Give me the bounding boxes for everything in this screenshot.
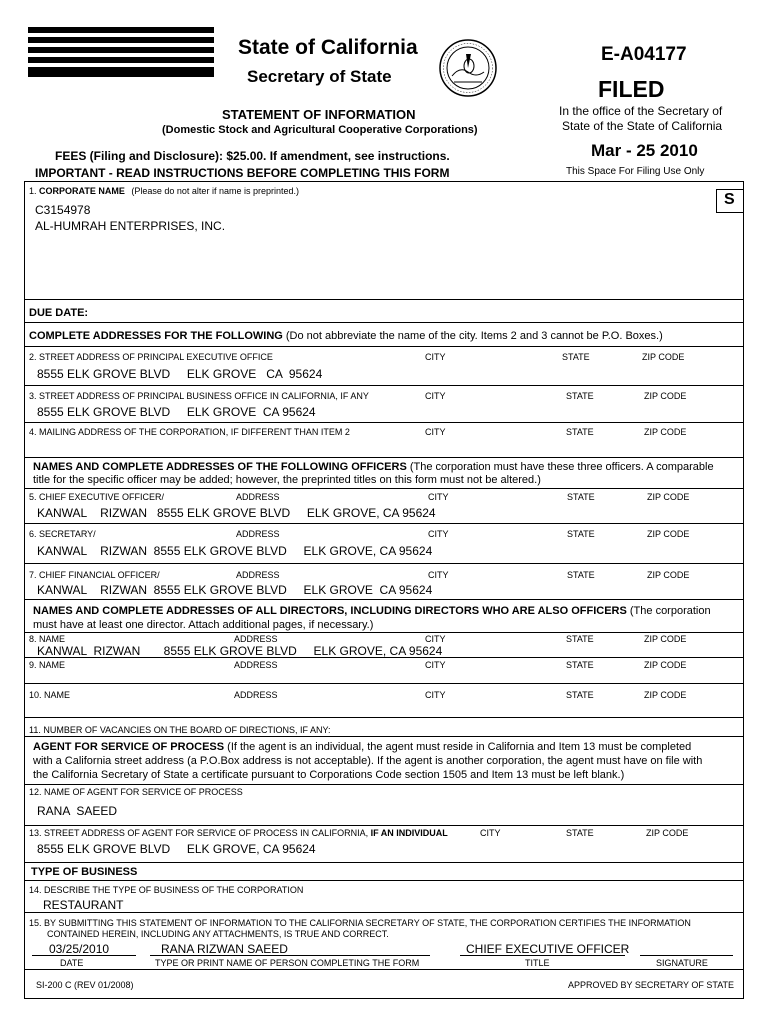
divider	[24, 322, 744, 323]
city-label: CITY	[480, 828, 501, 838]
city-label: CITY	[425, 391, 446, 401]
item4-label: 4. MAILING ADDRESS OF THE CORPORATION, IF DIFFERENT THAN ITEM 2	[29, 427, 350, 437]
item12-value: RANA SAEED	[37, 804, 118, 818]
divider	[24, 632, 744, 633]
header-bar	[28, 57, 214, 63]
divider	[24, 657, 744, 658]
divider	[24, 488, 744, 489]
directors-heading-note: must have at least one director. Attach additional pages, if necessary.)	[33, 619, 374, 631]
signature-label: SIGNATURE	[656, 958, 708, 968]
title-underline	[460, 955, 625, 956]
item7-value: KANWAL RIZWAN 8555 ELK GROVE BLVD ELK GROVE CA 95624	[37, 583, 433, 597]
item3-label: 3. STREET ADDRESS OF PRINCIPAL BUSINESS OFFICE IN CALIFORNIA, IF ANY	[29, 391, 369, 401]
item14-value: RESTAURANT	[43, 898, 124, 912]
office-heading: Secretary of State	[247, 67, 392, 86]
date-underline	[32, 955, 136, 956]
divider	[24, 563, 744, 564]
city-label: CITY	[428, 492, 449, 502]
divider	[24, 862, 744, 863]
corporate-name-value: AL-HUMRAH ENTERPRISES, INC.	[35, 219, 226, 233]
state-label: STATE	[567, 529, 595, 539]
directors-heading: NAMES AND COMPLETE ADDRESSES OF ALL DIRECTORS, INCLUDING DIRECTORS WHO ARE ALSO OFFICERS (The corporation	[33, 605, 711, 617]
divider	[24, 299, 744, 300]
divider	[24, 523, 744, 524]
address-label: ADDRESS	[234, 690, 278, 700]
state-label: STATE	[566, 427, 594, 437]
item3-value: 8555 ELK GROVE BLVD ELK GROVE CA 95624	[37, 405, 316, 419]
item2-value: 8555 ELK GROVE BLVD ELK GROVE CA 95624	[37, 367, 323, 381]
item15-line1: 15. BY SUBMITTING THIS STATEMENT OF INFORMATION TO THE CALIFORNIA SECRETARY OF STATE, THE CORPORATION CERTIFIES THE INFORMATION	[29, 918, 691, 928]
divider	[24, 736, 744, 737]
item6-value: KANWAL RIZWAN 8555 ELK GROVE BLVD ELK GROVE, CA 95624	[37, 544, 433, 558]
state-label: STATE	[566, 828, 594, 838]
date-label: DATE	[60, 958, 84, 968]
filing-use-note: This Space For Filing Use Only	[566, 166, 705, 177]
approved-text: APPROVED BY SECRETARY OF STATE	[568, 980, 735, 990]
zip-label: ZIP CODE	[646, 828, 689, 838]
signer-title-value: CHIEF EXECUTIVE OFFICER	[466, 942, 630, 956]
city-label: CITY	[428, 529, 449, 539]
address-label: ADDRESS	[236, 570, 280, 580]
zip-label: ZIP CODE	[642, 352, 685, 362]
divider	[24, 912, 744, 913]
divider	[24, 346, 744, 347]
corporate-name-label: 1. CORPORATE NAME (Please do not alter if name is preprinted.)	[29, 186, 299, 196]
header-bar	[28, 27, 214, 33]
header-bar	[28, 37, 214, 43]
item6-label: 6. SECRETARY/	[29, 529, 96, 539]
filed-office-line1: In the office of the Secretary of	[559, 104, 723, 118]
zip-label: ZIP CODE	[644, 427, 687, 437]
name-underline	[150, 955, 430, 956]
item9-label: 9. NAME	[29, 660, 66, 670]
divider	[24, 880, 744, 881]
zip-label: ZIP CODE	[644, 634, 687, 644]
form-subtitle: (Domestic Stock and Agricultural Cooperative Corporations)	[162, 124, 478, 136]
business-heading: TYPE OF BUSINESS	[31, 866, 138, 878]
city-label: CITY	[425, 690, 446, 700]
important-text: IMPORTANT - READ INSTRUCTIONS BEFORE COMPLETING THIS FORM	[35, 166, 450, 180]
status-letter: S	[724, 191, 735, 208]
item5-label: 5. CHIEF EXECUTIVE OFFICER/	[29, 492, 165, 502]
signature-underline	[640, 955, 733, 956]
item8-value: KANWAL RIZWAN 8555 ELK GROVE BLVD ELK GROVE, CA 95624	[37, 644, 443, 658]
filed-date: Mar - 25 2010	[591, 141, 698, 160]
item7-label: 7. CHIEF FINANCIAL OFFICER/	[29, 570, 160, 580]
item8-label: 8. NAME	[29, 634, 66, 644]
state-label: STATE	[566, 690, 594, 700]
divider	[24, 717, 744, 718]
agent-text-line3: the California Secretary of State a certificate pursuant to Corporations Code section 1505 and Item 13 must be left blank.)	[33, 769, 625, 781]
divider	[24, 784, 744, 785]
divider	[24, 599, 744, 600]
form-title: STATEMENT OF INFORMATION	[222, 107, 416, 122]
address-label: ADDRESS	[236, 492, 280, 502]
state-label: STATE	[566, 391, 594, 401]
item5-value: KANWAL RIZWAN 8555 ELK GROVE BLVD ELK GROVE, CA 95624	[37, 506, 436, 520]
header-bar	[28, 47, 214, 53]
city-label: CITY	[425, 660, 446, 670]
zip-label: ZIP CODE	[644, 660, 687, 670]
item14-label: 14. DESCRIBE THE TYPE OF BUSINESS OF THE CORPORATION	[29, 885, 304, 895]
addresses-heading: COMPLETE ADDRESSES FOR THE FOLLOWING (Do not abbreviate the name of the city. Items 2 and 3 cannot be P.O. Boxes.)	[29, 330, 663, 342]
zip-label: ZIP CODE	[647, 492, 690, 502]
corporate-number: C3154978	[35, 203, 91, 217]
city-label: CITY	[425, 634, 446, 644]
divider	[24, 683, 744, 684]
item13-value: 8555 ELK GROVE BLVD ELK GROVE, CA 95624	[37, 842, 316, 856]
form-id: SI-200 C (REV 01/2008)	[36, 980, 134, 990]
title-label: TITLE	[525, 958, 550, 968]
divider	[24, 457, 744, 458]
due-date-label: DUE DATE:	[29, 307, 89, 319]
zip-label: ZIP CODE	[644, 690, 687, 700]
state-seal-icon	[438, 38, 498, 98]
filed-stamp: FILED	[598, 76, 665, 102]
document-number: E-A04177	[601, 44, 687, 65]
name-label: TYPE OR PRINT NAME OF PERSON COMPLETING THE FORM	[155, 958, 420, 968]
item15-line2: CONTAINED HEREIN, INCLUDING ANY ATTACHMENTS, IS TRUE AND CORRECT.	[47, 929, 389, 939]
zip-label: ZIP CODE	[644, 391, 687, 401]
item10-label: 10. NAME	[29, 690, 71, 700]
address-label: ADDRESS	[236, 529, 280, 539]
agent-text-line2: with a California street address (a P.O.Box address is not acceptable). If the agent is another corporation, the agent must have on file with	[33, 755, 703, 767]
divider	[24, 969, 744, 970]
state-label: STATE	[562, 352, 590, 362]
state-label: STATE	[566, 660, 594, 670]
address-label: ADDRESS	[234, 660, 278, 670]
state-label: STATE	[566, 634, 594, 644]
divider	[24, 385, 744, 386]
state-label: STATE	[567, 492, 595, 502]
filed-office-line2: State of the State of California	[562, 119, 723, 133]
item12-label: 12. NAME OF AGENT FOR SERVICE OF PROCESS	[29, 787, 243, 797]
city-label: CITY	[425, 352, 446, 362]
item11-label: 11. NUMBER OF VACANCIES ON THE BOARD OF DIRECTIONS, IF ANY:	[29, 725, 331, 735]
officers-heading-note: title for the specific officer may be added; however, the preprinted titles on this form must not be altered.)	[33, 474, 541, 486]
city-label: CITY	[428, 570, 449, 580]
header-bar	[28, 67, 214, 77]
state-heading: State of California	[238, 36, 418, 59]
fees-text: FEES (Filing and Disclosure): $25.00. If amendment, see instructions.	[55, 149, 450, 163]
item2-label: 2. STREET ADDRESS OF PRINCIPAL EXECUTIVE OFFICE	[29, 352, 273, 362]
zip-label: ZIP CODE	[647, 529, 690, 539]
officers-heading: NAMES AND COMPLETE ADDRESSES OF THE FOLLOWING OFFICERS (The corporation must have these three officers. A comparable	[33, 461, 714, 473]
agent-heading: AGENT FOR SERVICE OF PROCESS (If the agent is an individual, the agent must reside in California and Item 13 must be completed	[33, 741, 692, 753]
zip-label: ZIP CODE	[647, 570, 690, 580]
signer-name-value: RANA RIZWAN SAEED	[161, 942, 288, 956]
signature-date-value: 03/25/2010	[49, 942, 110, 956]
address-label: ADDRESS	[234, 634, 278, 644]
city-label: CITY	[425, 427, 446, 437]
divider	[24, 422, 744, 423]
item13-label: 13. STREET ADDRESS OF AGENT FOR SERVICE OF PROCESS IN CALIFORNIA, IF AN INDIVIDUAL	[29, 828, 448, 838]
state-label: STATE	[567, 570, 595, 580]
divider	[24, 825, 744, 826]
